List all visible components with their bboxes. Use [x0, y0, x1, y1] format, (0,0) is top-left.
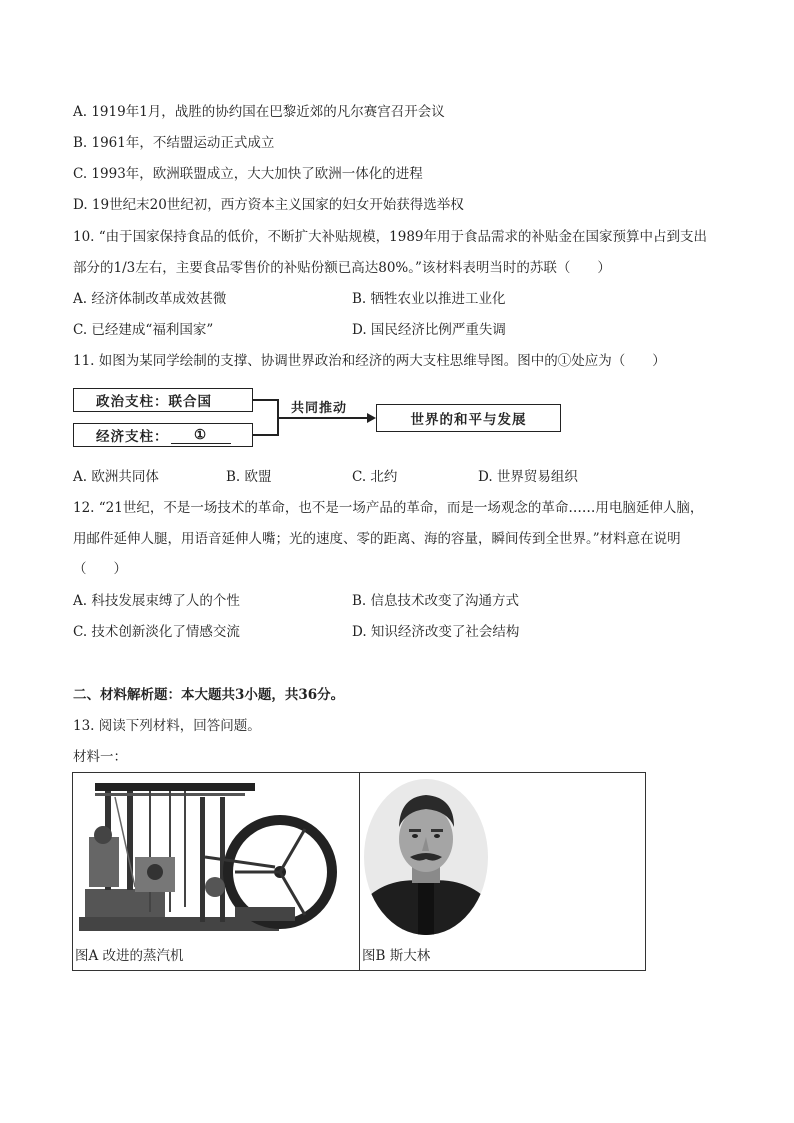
q11-option-c: C. 北约 — [352, 469, 398, 485]
material-label: 材料一： — [73, 749, 127, 765]
q9-option-c: C. 1993年，欧洲联盟成立，大大加快了欧洲一体化的进程 — [73, 166, 423, 182]
q10-option-b: B. 牺牲农业以推进工业化 — [352, 291, 506, 307]
q12-stem-line3: （ ） — [73, 561, 127, 577]
mind-map-arrow-shaft — [277, 417, 369, 419]
q11-option-b: B. 欧盟 — [226, 469, 272, 485]
q12-stem-line1: 12. “21世纪，不是一场技术的革命，也不是一场产品的革命，而是一场观念的革命……用电脑延伸人脑， — [73, 500, 704, 516]
mind-map-arrow-head — [367, 413, 376, 423]
q11-option-a: A. 欧洲共同体 — [73, 469, 159, 485]
q12-option-c: C. 技术创新淡化了情感交流 — [73, 624, 240, 640]
q12-option-d: D. 知识经济改变了社会结构 — [352, 624, 520, 640]
q9-option-d: D. 19世纪末20世纪初，西方资本主义国家的妇女开始获得选举权 — [73, 197, 464, 213]
steam-engine-illustration — [75, 777, 355, 937]
section2-heading: 二、材料解析题：本大题共3小题，共36分。 — [73, 687, 345, 703]
q9-option-b: B. 1961年，不结盟运动正式成立 — [73, 135, 275, 151]
q12-stem-line2: 用邮件延伸人腿，用语音延伸人嘴；光的速度、零的距离、海的容量，瞬间传到全世界。”材料意在说明 — [73, 531, 681, 547]
q10-stem-line2: 部分的1/3左右，主要食品零售价的补贴份额已高达80%。”该材料表明当时的苏联（ ） — [73, 260, 611, 276]
q10-option-c: C. 已经建成“福利国家” — [73, 322, 214, 338]
figure-b-cell — [360, 773, 645, 970]
mind-map-result-box — [376, 404, 561, 432]
mind-map-economy-label: 经济支柱： — [96, 429, 169, 445]
q11-option-d: D. 世界贸易组织 — [478, 469, 578, 485]
q10-option-a: A. 经济体制改革成效甚微 — [73, 291, 227, 307]
figure-a-cell — [73, 773, 360, 970]
stalin-portrait-illustration — [362, 777, 492, 937]
mind-map-arrow-label: 共同推动 — [291, 401, 348, 416]
q9-option-a: A. 1919年1月，战胜的协约国在巴黎近郊的凡尔赛宫召开会议 — [73, 104, 445, 120]
figure-a-caption: 图A 改进的蒸汽机 — [75, 948, 184, 964]
figure-b-caption: 图B 斯大林 — [362, 948, 431, 964]
q13-stem: 13. 阅读下列材料，回答问题。 — [73, 718, 261, 734]
mind-map-economy-box — [73, 423, 253, 447]
mind-map-result-label: 世界的和平与发展 — [410, 412, 527, 428]
q10-stem-line1: 10. “由于国家保持食品的低价，不断扩大补贴规模，1989年用于食品需求的补贴金在国家预算中占到支出 — [73, 229, 708, 245]
mind-map-politics-label: 政治支柱：联合国 — [96, 394, 212, 410]
q12-option-a: A. 科技发展束缚了人的个性 — [73, 593, 240, 609]
mind-map-connector-bottom — [253, 434, 278, 436]
q11-stem: 11. 如图为某同学绘制的支撑、协调世界政治和经济的两大支柱思维导图。图中的①处应为（ ） — [73, 353, 666, 369]
material-figure-table — [72, 772, 646, 971]
q12-option-b: B. 信息技术改变了沟通方式 — [352, 593, 520, 609]
mind-map-connector-top — [253, 399, 278, 401]
mind-map-politics-box — [73, 388, 253, 412]
q10-option-d: D. 国民经济比例严重失调 — [352, 322, 506, 338]
mind-map-economy-blank: ① — [171, 427, 231, 444]
